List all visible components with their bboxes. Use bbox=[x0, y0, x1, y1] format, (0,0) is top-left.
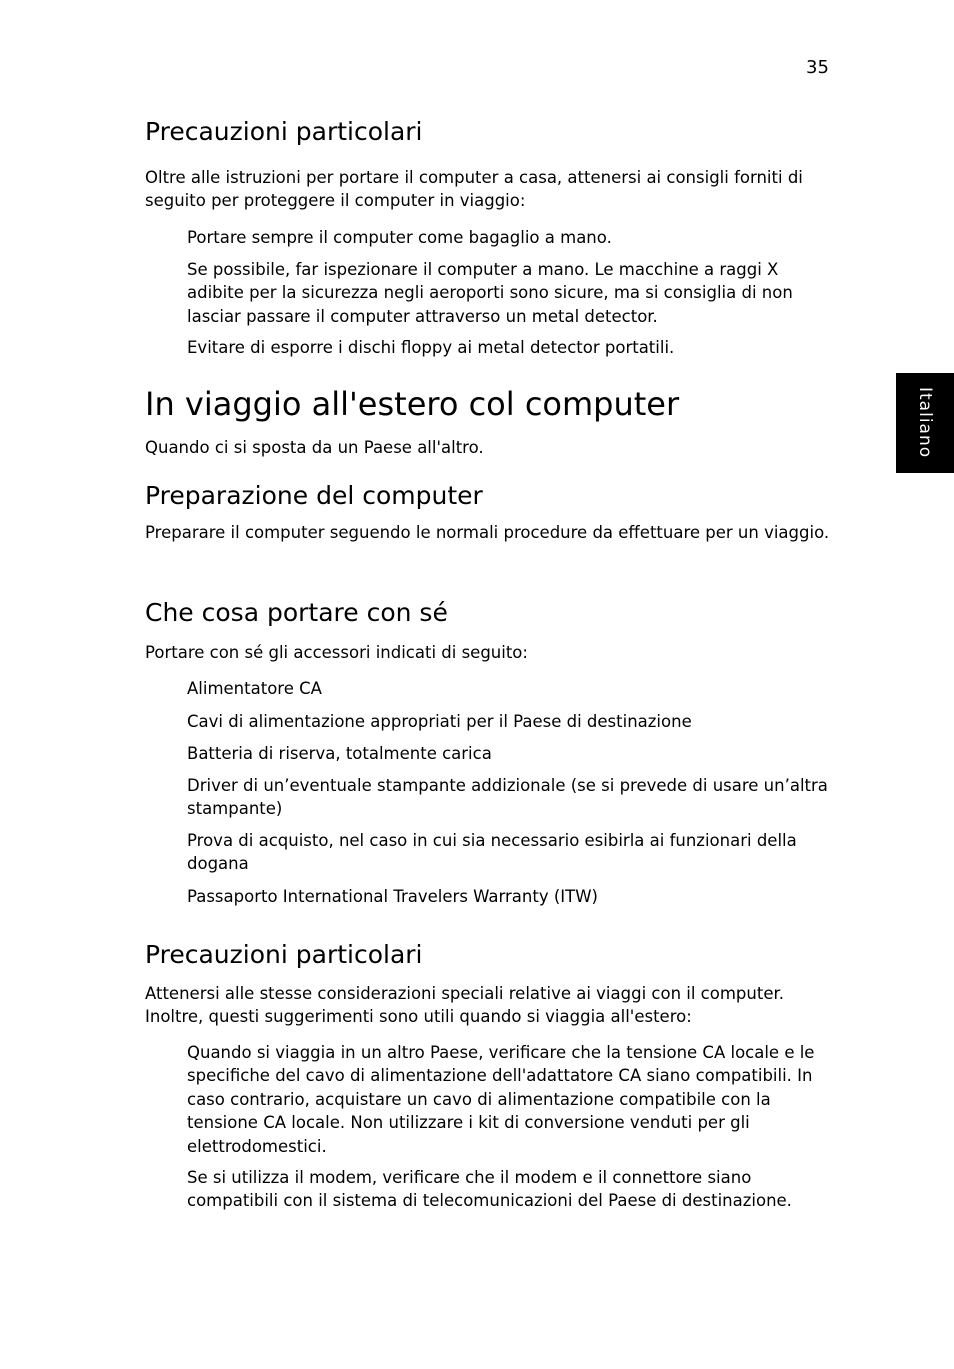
list-item: Alimentatore CA bbox=[187, 679, 322, 698]
section-intro-paragraph: Attenersi alle stesse considerazioni speciali relative ai viaggi con il computer. Inoltre, questi suggerimenti sono utili quando si viaggia all'estero: bbox=[145, 984, 784, 1027]
list-item: Evitare di esporre i dischi floppy ai metal detector portatili. bbox=[187, 338, 675, 357]
section-heading-special-precautions: Precauzioni particolari bbox=[145, 940, 423, 969]
list-item: Se si utilizza il modem, verificare che il modem e il connettore siano compatibili con il sistema di telecomunicazioni del Paese di destinazione. bbox=[187, 1168, 792, 1211]
list-item: Se possibile, far ispezionare il computer a mano. Le macchine a raggi X adibite per la sicurezza negli aeroporti sono sicure, ma si consiglia di non lasciar passare il computer attraverso un metal detector. bbox=[187, 260, 793, 326]
page-number: 35 bbox=[806, 57, 829, 78]
list-item: Quando si viaggia in un altro Paese, verificare che la tensione CA locale e le specifiche del cavo di alimentazione dell'adattatore CA siano compatibili. In caso contrario, acquistare un cavo di alimentazione compatibile con la tensione CA locale. Non utilizzare i kit di conversione venduti per gli elettrodomestici. bbox=[187, 1043, 815, 1156]
language-tab bbox=[896, 373, 954, 473]
section-paragraph: Preparare il computer seguendo le normali procedure da effettuare per un viaggio. bbox=[145, 523, 830, 542]
list-item: Prova di acquisto, nel caso in cui sia necessario esibirla ai funzionari della dogana bbox=[187, 831, 797, 874]
main-intro-paragraph: Quando ci si sposta da un Paese all'altro. bbox=[145, 438, 484, 457]
section-intro-paragraph: Oltre alle istruzioni per portare il computer a casa, attenersi ai consigli forniti di seguito per proteggere il computer in viaggio: bbox=[145, 168, 803, 211]
list-item: Passaporto International Travelers Warranty (ITW) bbox=[187, 887, 598, 906]
section-intro-paragraph: Portare con sé gli accessori indicati di seguito: bbox=[145, 643, 528, 662]
section-heading-computer-preparation: Preparazione del computer bbox=[145, 481, 483, 510]
list-item: Portare sempre il computer come bagaglio a mano. bbox=[187, 228, 612, 247]
list-item: Driver di un’eventuale stampante addizionale (se si prevede di usare un’altra stampante) bbox=[187, 776, 828, 819]
list-item: Cavi di alimentazione appropriati per il Paese di destinazione bbox=[187, 712, 692, 731]
language-tab-label: Italiano bbox=[915, 387, 935, 459]
main-heading: In viaggio all'estero col computer bbox=[145, 385, 680, 423]
section-heading-special-precautions: Precauzioni particolari bbox=[145, 117, 423, 146]
list-item: Batteria di riserva, totalmente carica bbox=[187, 744, 492, 763]
section-heading-what-to-bring: Che cosa portare con sé bbox=[145, 598, 448, 627]
